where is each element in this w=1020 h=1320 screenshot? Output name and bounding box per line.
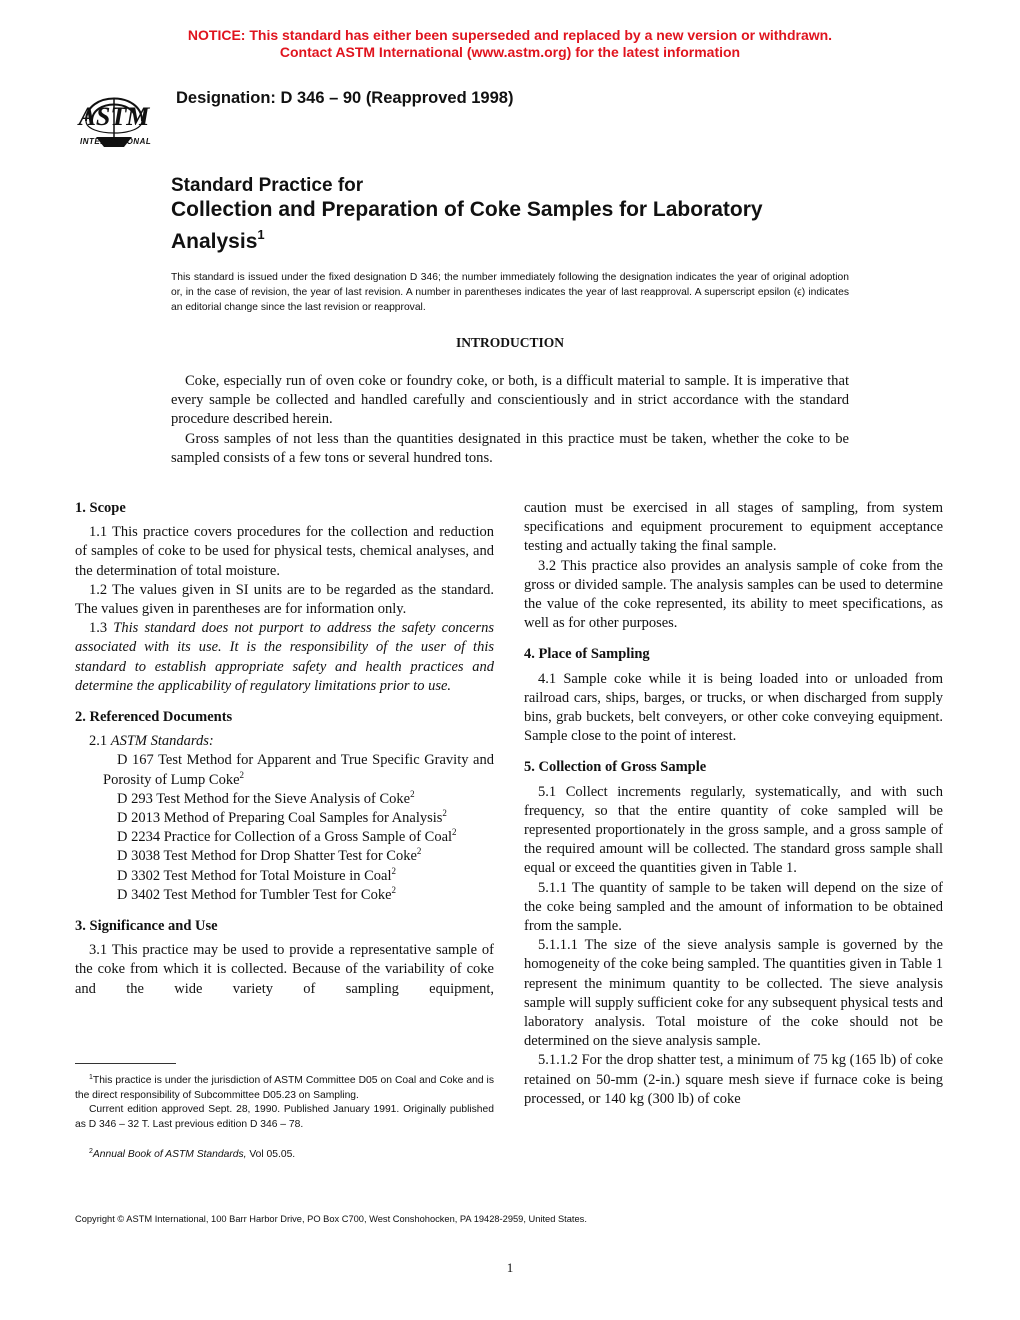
paragraph-number: 1.3 (89, 620, 114, 637)
reference-item (75, 847, 494, 866)
reference-item (75, 828, 494, 847)
title-line-1: Collection and Preparation of Coke Samples for Laboratory (171, 198, 763, 221)
paragraph: 4.1 Sample coke while it is being loaded into or unloaded from railroad cars, ships, barges, or trucks, or when discharged from supply bins, grab buckets, belt conveyers, or other coke conveying equipment. Sample close to the point of interest. (524, 670, 943, 745)
footnote-mark: 2 (442, 808, 447, 819)
footnote-paragraph (75, 1074, 494, 1103)
footnote-mark: 2 (89, 1148, 93, 1155)
subsection-title: ASTM Standards: (110, 733, 214, 750)
notice-line-2: Contact ASTM International (www.astm.org) for the latest information (279, 44, 741, 60)
left-column (75, 499, 494, 999)
document-title (171, 175, 891, 254)
title-line-2-text: Analysis (171, 230, 258, 253)
paragraph: 5.1.1.2 For the drop shatter test, a minimum of 75 kg (165 lb) of coke retained on 50-mm (2-in.) square mesh sieve if furnace coke is being processed, or 140 kg (300 lb) of coke (524, 1052, 943, 1107)
reference-text: D 167 Test Method for Apparent and True Specific Gravity and Porosity of Lump Coke (103, 752, 494, 788)
paragraph: 1.1 This practice covers procedures for the collection and reduction of samples of coke to be used for physical tests, chemical analyses, and the determination of total moisture. (75, 524, 494, 579)
issued-under-note: This standard is issued under the fixed designation D 346; the number immediately following the designation indicates the year of original adoption or, in the case of revision, the year of last revision. A number in parentheses indicates the year of last reapproval. A superscript epsilon (ϵ) indicates an editorial change since the last revision or reapproval. (171, 272, 849, 313)
footnote-mark: 2 (239, 769, 245, 780)
footnote-text: Vol 05.05. (246, 1149, 296, 1160)
section-place-of-sampling (524, 645, 943, 746)
reference-text: D 3402 Test Method for Tumbler Test for Coke (117, 886, 392, 903)
section-heading: 3. Significance and Use (75, 918, 218, 935)
reference-item (75, 751, 494, 789)
section-heading: 1. Scope (75, 500, 126, 516)
page-number: 1 (506, 1260, 514, 1275)
title-line-2 (171, 222, 891, 254)
paragraph-continued: caution must be exercised in all stages of sampling, from system specifications and equipment procurement to equipment acceptance testing and actually taking the final sample. (524, 500, 943, 555)
reference-text: D 3038 Test Method for Drop Shatter Test for Coke (117, 848, 417, 865)
reference-item (75, 886, 494, 905)
paragraph: 3.1 This practice may be used to provide a representative sample of the coke from which it is collected. Because of the variability of coke and the wide variety of sampling equipment, (75, 942, 494, 997)
section-collection (524, 758, 943, 1109)
safety-statement: This standard does not purport to address the safety concerns associated with its use. It is the responsibility of the user of this standard to establish appropriate safety and health practices and determine the applicability of regulatory limitations prior to use. (75, 620, 494, 694)
footnote-1 (75, 1074, 494, 1132)
footnote-mark: 2 (391, 865, 397, 876)
logo-label: ASTM (78, 102, 150, 131)
reference-item (75, 867, 494, 886)
right-column (524, 499, 943, 1109)
section-significance (75, 917, 494, 999)
section-heading: 4. Place of Sampling (524, 646, 650, 663)
section-scope (75, 499, 494, 696)
introduction-paragraph: Coke, especially run of oven coke or foundry coke, or both, is a difficult material to sample. It is imperative that every sample be collected and handled carefully and conscientiously and in strict accordance with the standard procedure described herein. (171, 373, 849, 428)
reference-text: D 2234 Practice for Collection of a Gross Sample of Coal (117, 829, 453, 846)
subsection-heading (75, 732, 494, 751)
copyright-notice: Copyright © ASTM International, 100 Barr Harbor Drive, PO Box C700, West Conshohocken, PA 19428-2959, United States. (75, 1214, 587, 1224)
footnote-mark: 2 (416, 846, 422, 857)
paragraph: 1.2 The values given in SI units are to be regarded as the standard. The values given in parentheses are for information only. (75, 581, 494, 618)
introduction-heading: INTRODUCTION (455, 335, 564, 350)
footnote-text: This practice is under the jurisdiction of ASTM Committee D05 on Coal and Coke and is the direct responsibility of Subcommittee D05.23 on Sampling. (75, 1075, 494, 1101)
footnote-book-title: Annual Book of ASTM Standards, (92, 1149, 247, 1160)
reference-text: D 3302 Test Method for Total Moisture in Coal (117, 867, 392, 884)
paragraph: 5.1 Collect increments regularly, systematically, and with such frequency, so that the entire quantity of coke sampled will be represented proportionately in the gross sample, and a gross sample of the required amount will be collected. The standard gross sample shall equal or exceed the quantities given in Table 1. (524, 783, 943, 877)
reference-item (75, 809, 494, 828)
paragraph-number: 2.1 (89, 733, 111, 750)
reference-text: D 293 Test Method for the Sieve Analysis of Coke (117, 790, 411, 807)
reference-item (75, 790, 494, 809)
logo-wordmark: INTERNATIONAL (80, 137, 152, 146)
section-heading: 2. Referenced Documents (75, 709, 233, 726)
footnote-mark: 2 (452, 827, 457, 838)
paragraph: 5.1.1.1 The size of the sieve analysis sample is governed by the homogeneity of the coke being sampled. The quantities given in Table 1 represent the minimum quantity to be collected. The sieve analysis sample will supply sufficient coke for any subsequent physical tests and laboratory analysis. Total moisture of the coke should not be determined on the sieve analysis sample. (524, 937, 943, 1050)
footnote-mark: 2 (410, 788, 415, 799)
designation: Designation: D 346 – 90 (Reapproved 1998) (176, 89, 514, 107)
title-prefix: Standard Practice for (171, 175, 364, 196)
introduction (171, 372, 849, 468)
withdrawal-notice (0, 27, 1020, 61)
reference-text: D 2013 Method of Preparing Coal Samples for Analysis (117, 810, 443, 827)
footnote-mark: 2 (391, 884, 397, 895)
footnote-mark: 1 (89, 1074, 93, 1081)
footnote-divider (75, 1063, 176, 1064)
title-main (171, 197, 891, 254)
introduction-paragraph: Gross samples of not less than the quantities designated in this practice must be taken, whether the coke to be sampled consists of a few tons or several hundred tons. (171, 430, 849, 466)
section-referenced-documents (75, 708, 494, 905)
footnote-paragraph (75, 1148, 494, 1163)
footnote-2 (75, 1148, 494, 1163)
notice-line-1: NOTICE: This standard has either been superseded and replaced by a new version or withdrawn. (187, 27, 833, 43)
footnote-paragraph: Current edition approved Sept. 28, 1990. Published January 1991. Originally published as D 346 – 32 T. Last previous edition D 346 – 78. (75, 1104, 494, 1130)
paragraph: 5.1.1 The quantity of sample to be taken will depend on the size of the coke being sampled and the amount of information to be obtained from the sample. (524, 879, 943, 935)
paragraph: 3.2 This practice also provides an analysis sample of coke from the gross or divided sample. The analysis samples can be used to determine the value of the coke represented, its ability to meet specifications, as well as for other purposes. (524, 557, 943, 632)
title-footnote-mark: 1 (257, 227, 265, 242)
section-heading: 5. Collection of Gross Sample (524, 759, 707, 776)
paragraph (75, 619, 494, 696)
